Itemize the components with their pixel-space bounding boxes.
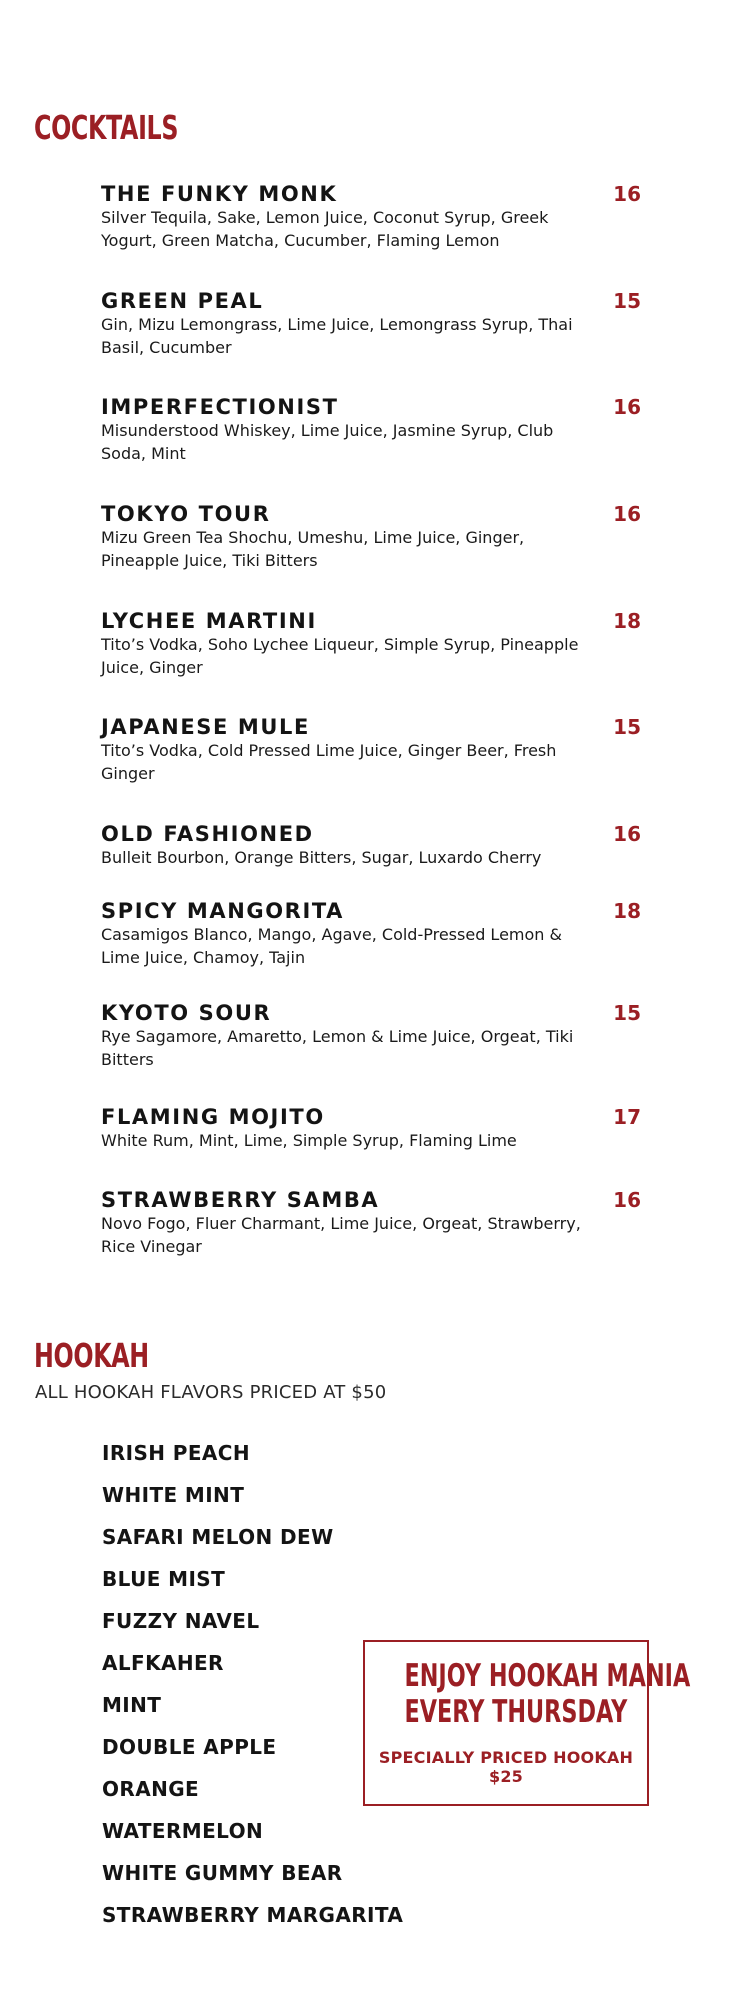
- cocktail-item-kyoto-sour: [101, 1001, 641, 1071]
- hookah-flavor-item: MINT: [102, 1693, 162, 1717]
- cocktail-price: 18: [613, 609, 641, 633]
- cocktail-price: 16: [613, 1188, 641, 1212]
- cocktail-item-flaming-mojito: [101, 1105, 641, 1153]
- cocktail-price: 16: [613, 395, 641, 419]
- hookah-flavor-item: SAFARI MELON DEW: [102, 1525, 334, 1549]
- cocktail-name: JAPANESE MULE: [101, 715, 310, 739]
- cocktail-item-tokyo-tour: [101, 502, 641, 572]
- cocktail-description: Tito’s Vodka, Cold Pressed Lime Juice, Ginger Beer, Fresh Ginger: [101, 741, 557, 783]
- cocktail-item-old-fashioned: [101, 822, 641, 870]
- cocktail-description: Tito’s Vodka, Soho Lychee Liqueur, Simple Syrup, Pineapple Juice, Ginger: [101, 635, 579, 677]
- cocktail-price: 18: [613, 899, 641, 923]
- hookah-flavor-item: WHITE MINT: [102, 1483, 245, 1507]
- cocktail-item-japanese-mule: [101, 715, 641, 785]
- cocktail-description: Mizu Green Tea Shochu, Umeshu, Lime Juice, Ginger, Pineapple Juice, Tiki Bitters: [101, 528, 525, 570]
- hookah-flavor-item: IRISH PEACH: [102, 1441, 251, 1465]
- cocktail-item-imperfectionist: [101, 395, 641, 465]
- cocktails-section-title: COCKTAILS: [34, 108, 179, 147]
- cocktail-price: 15: [613, 715, 641, 739]
- cocktail-name: THE FUNKY MONK: [101, 182, 338, 206]
- hookah-section-title: HOOKAH: [34, 1336, 149, 1375]
- cocktail-item-strawberry-samba: [101, 1188, 641, 1258]
- cocktail-description: Misunderstood Whiskey, Lime Juice, Jasmine Syrup, Club Soda, Mint: [101, 421, 554, 463]
- cocktail-price: 15: [613, 289, 641, 313]
- hookah-flavor-item: STRAWBERRY MARGARITA: [102, 1903, 404, 1927]
- hookah-flavor-item: BLUE MIST: [102, 1567, 226, 1591]
- cocktail-price: 17: [613, 1105, 641, 1129]
- hookah-price-note: ALL HOOKAH FLAVORS PRICED AT $50: [35, 1382, 387, 1403]
- cocktail-item-funky-monk: [101, 182, 641, 252]
- promo-detail-line-1: SPECIALLY PRICED HOOKAH: [378, 1748, 634, 1767]
- cocktail-name: FLAMING MOJITO: [101, 1105, 325, 1129]
- cocktail-item-spicy-mangorita: [101, 899, 641, 969]
- cocktail-price: 15: [613, 1001, 641, 1025]
- cocktail-description: Gin, Mizu Lemongrass, Lime Juice, Lemongrass Syrup, Thai Basil, Cucumber: [101, 315, 573, 357]
- cocktail-name: LYCHEE MARTINI: [101, 609, 317, 633]
- hookah-flavor-item: WHITE GUMMY BEAR: [102, 1861, 343, 1885]
- cocktail-name: STRAWBERRY SAMBA: [101, 1188, 380, 1212]
- promo-headline-line-2: EVERY THURSDAY: [404, 1694, 628, 1730]
- cocktail-description: Silver Tequila, Sake, Lemon Juice, Coconut Syrup, Greek Yogurt, Green Matcha, Cucumber, Flaming Lemon: [101, 208, 549, 250]
- hookah-flavor-item: ORANGE: [102, 1777, 200, 1801]
- cocktail-name: GREEN PEAL: [101, 289, 264, 313]
- cocktail-price: 16: [613, 502, 641, 526]
- cocktail-name: OLD FASHIONED: [101, 822, 314, 846]
- cocktail-name: TOKYO TOUR: [101, 502, 271, 526]
- cocktail-description: Casamigos Blanco, Mango, Agave, Cold-Pressed Lemon & Lime Juice, Chamoy, Tajin: [101, 925, 562, 967]
- hookah-flavor-item: ALFKAHER: [102, 1651, 224, 1675]
- hookah-flavor-item: DOUBLE APPLE: [102, 1735, 277, 1759]
- hookah-flavor-item: FUZZY NAVEL: [102, 1609, 260, 1633]
- cocktail-price: 16: [613, 182, 641, 206]
- promo-headline-line-1: ENJOY HOOKAH MANIA: [404, 1658, 691, 1694]
- hookah-flavor-item: WATERMELON: [102, 1819, 264, 1843]
- cocktail-item-lychee-martini: [101, 609, 641, 679]
- promo-detail-price: $25: [489, 1767, 523, 1786]
- cocktail-description: Bulleit Bourbon, Orange Bitters, Sugar, Luxardo Cherry: [101, 848, 542, 867]
- cocktail-price: 16: [613, 822, 641, 846]
- promo-detail: [365, 1748, 647, 1786]
- cocktail-name: KYOTO SOUR: [101, 1001, 272, 1025]
- cocktail-description: Novo Fogo, Fluer Charmant, Lime Juice, Orgeat, Strawberry, Rice Vinegar: [101, 1214, 581, 1256]
- cocktail-description: Rye Sagamore, Amaretto, Lemon & Lime Juice, Orgeat, Tiki Bitters: [101, 1027, 574, 1069]
- hookah-mania-promo-box: [363, 1640, 691, 1806]
- cocktail-item-green-peal: [101, 289, 641, 359]
- cocktail-description: White Rum, Mint, Lime, Simple Syrup, Flaming Lime: [101, 1131, 517, 1150]
- cocktail-name: SPICY MANGORITA: [101, 899, 345, 923]
- cocktail-name: IMPERFECTIONIST: [101, 395, 339, 419]
